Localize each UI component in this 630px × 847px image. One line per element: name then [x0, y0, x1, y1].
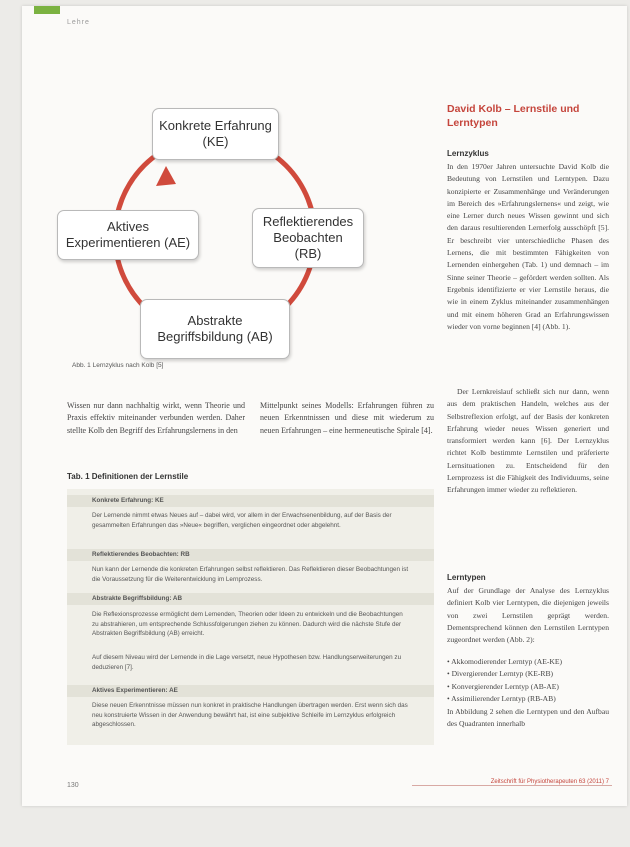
node-rb-line3: (RB): [294, 246, 322, 261]
table-body-ke: Der Lernende nimmt etwas Neues auf – dabei wird, vor allem in der Erwachsenenbildung, auf der Basis der gesammelten Erfahrungen das »Neue« begriffen, verglichen eingeordnet oder abgelehnt.: [92, 512, 392, 529]
journal-footer: Zeitschrift für Physiotherapeuten 63 (2011) 7: [402, 779, 609, 785]
node-abstrakte-begriffsbildung: [140, 299, 290, 359]
heading-lernzyklus: Lernzyklus: [447, 149, 489, 158]
heading-lerntypen: Lerntypen: [447, 573, 486, 582]
figure-caption: Abb. 1 Lernzyklus nach Kolb [5]: [72, 362, 164, 369]
document-page: [22, 6, 627, 806]
node-ke-line2: (KE): [202, 134, 229, 149]
table-heading-rb: Reflektierendes Beobachten: RB: [67, 549, 434, 561]
body-text-col2: Mittelpunkt seines Modells: Erfahrungen führen zu neuen Erkenntnissen und diese mit wiederum zu neuen Erfahrungen – eine hermeneutische Spirale [4].: [260, 401, 434, 435]
lerntypen-list: [447, 656, 609, 705]
running-head: Lehre: [67, 19, 90, 26]
node-ab-line2: Begriffsbildung (AB): [157, 329, 273, 344]
node-rb-line1: Reflektierendes: [262, 214, 354, 229]
footer-rule: [412, 785, 612, 786]
node-ae-line2: Experimentieren (AE): [65, 235, 191, 250]
table-heading-ab: Abstrakte Begriffsbildung: AB: [67, 593, 434, 605]
table-body-ab: Die Reflexionsprozesse ermöglicht dem Lernenden, Theorien oder Ideen zu entwickeln und die Beobachtungen zu abstrahieren, um entsprechende Schlussfolgerungen ziehen zu können. Dadurch wird die nächste Stufe der Abstrakten Begriffsbildung (AB) erreicht.: [92, 611, 403, 637]
table-body-rb: Nun kann der Lernende die konkreten Erfahrungen selbst reflektieren. Das Reflektieren dieser Beobachtungen ist die Voraussetzung für die Weiterentwicklung im Lernprozess.: [92, 566, 409, 583]
definitions-table: [67, 489, 434, 745]
paragraph-lerntypen: Auf der Grundlage der Analyse des Lernzyklus definiert Kolb vier Lerntypen, die diejenigen jeweils von zwei Lernstilen geprägt werden. Dementsprechend können den Lernstilen Lerntypen zugeordnet werden (Abb. 2):: [447, 586, 609, 645]
node-ae-line1: Aktives: [107, 219, 149, 234]
node-rb-line2: Beobachten: [273, 230, 343, 245]
paragraph-lernkreislauf: Der Lernkreislauf schließt sich nur dann, wenn aus dem praktischen Handeln, welches aus der Selbstreflexion erfolgt, auf der Basis der konkreten Erfahrung wieder neues Wissen generiert und transformiert werden kann [6]. Der Lernzyklus richtet Kolb bestimmte Lernstilen und präferierte Lernsituationen zu. Entscheidend für den Lernprozess ist die Fähigkeit des Individuums, seine Erfahrungen immer wieder zu reflektieren.: [447, 387, 609, 495]
paragraph-abbildung: In Abbildung 2 sehen die Lerntypen und den Aufbau des Quadranten innerhalb: [447, 707, 609, 729]
table-title: Tab. 1 Definitionen der Lernstile: [67, 472, 189, 481]
table-body-ab-2: Auf diesem Niveau wird der Lernende in die Lage versetzt, neue Hypothesen bzw. Handlungserweiterungen zu deduzieren [7].: [92, 654, 402, 671]
node-konkrete-erfahrung: [152, 108, 279, 160]
node-ke-line1: Konkrete Erfahrung: [159, 118, 272, 133]
paragraph-lernzyklus: In den 1970er Jahren untersuchte David Kolb die Bedeutung von Lernstilen und Lerntypen. Dazu konzipierte er Zusammenhänge und Veränderungen im Bereich des »Erfahrungslernens« und zeigt, wie eine Lerner durch neues Wissen gewinnt und sich den daraus resultierenden Lernerfolg ausschöpft [5]. Er beschreibt vier unterschiedliche Phasen des Lernens, die mit bestimmten Fähigkeiten von Lernenden einhergehen (Tab. 1) und demnach – im Sinne seiner Theorie – gefördert werden sollten. Als Ergebnis identifizierte er vier Lernstile heraus, die wie in einem Zyklus miteinander zusammenhängen und mit einem höheren Grad an Erfahrungswissen wieder von vorne beginnen [4] (Abb. 1).: [447, 162, 609, 331]
table-heading-ke: Konkrete Erfahrung: KE: [67, 495, 434, 507]
node-aktives-experimentieren: [57, 210, 199, 260]
article-title: David Kolb – Lernstile und Lerntypen: [447, 103, 580, 129]
body-text-col1: Wissen nur dann nachhaltig wirkt, wenn Theorie und Praxis effektiv miteinander verbunden werden. Daher stellte Kolb den Begriff des Erfahrungslernens in den: [67, 401, 245, 435]
section-color-tab: [34, 6, 60, 14]
table-heading-ae: Aktives Experimentieren: AE: [67, 685, 434, 697]
list-item: • Assimilierender Lerntyp (RB-AB): [447, 693, 609, 705]
node-ab-line1: Abstrakte: [187, 313, 243, 328]
table-body-ae: Diese neuen Erkenntnisse müssen nun konkret in praktische Handlungen übertragen werden. Erst wenn sich das neu konstruierte Wissen in der Anwendung bewährt hat, ist eine subjektive Schleife im Lernzyklus erfolgreich abgeschlossen.: [92, 702, 408, 728]
list-item: • Konvergierender Lerntyp (AB-AE): [447, 681, 609, 693]
lernzyklus-diagram: [65, 96, 362, 366]
list-item: • Divergierender Lerntyp (KE-RB): [447, 668, 609, 680]
list-item: • Akkomodierender Lerntyp (AE-KE): [447, 656, 609, 668]
node-reflektierendes-beobachten: [252, 208, 364, 268]
page-number: 130: [67, 782, 79, 789]
cycle-arrowhead: [156, 166, 176, 186]
